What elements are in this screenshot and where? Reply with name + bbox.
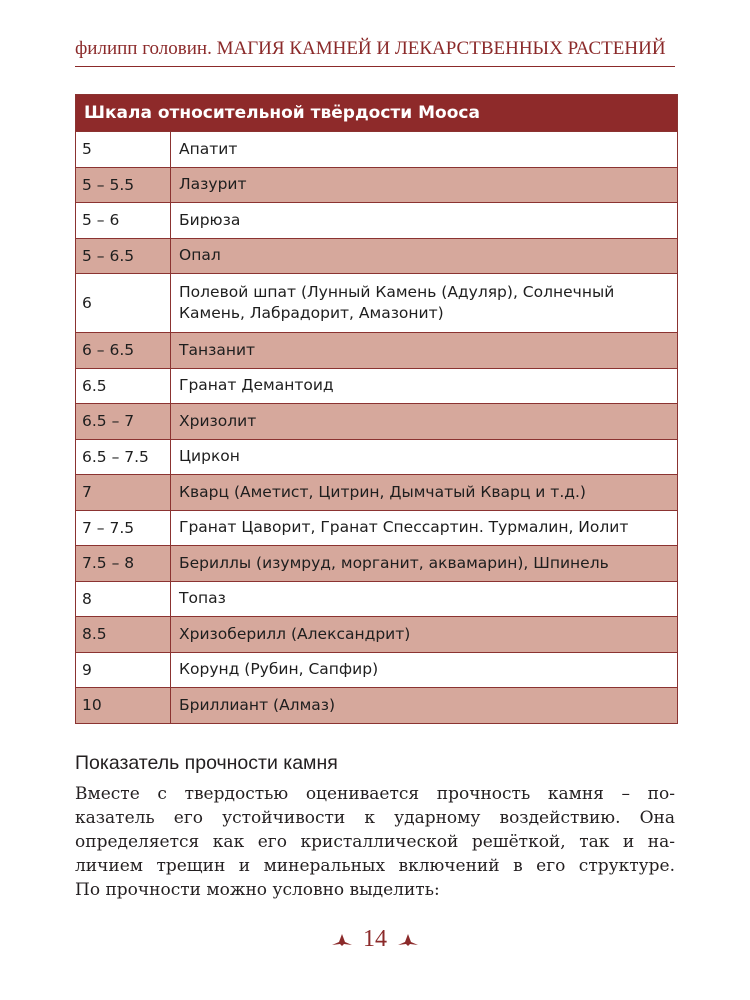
table-row <box>76 545 677 581</box>
mineral-cell: Хризолит <box>179 411 257 430</box>
table-row <box>76 131 677 167</box>
mineral-cell: Полевой шпат (Лунный Камень (Адуляр), Солнечный Камень, Лабрадорит, Амазонит) <box>179 283 615 322</box>
table-row <box>76 332 677 368</box>
mineral-cell: Бриллиант (Алмаз) <box>179 695 336 714</box>
table-row <box>76 202 677 238</box>
table-row <box>76 273 677 332</box>
hardness-cell: 6.5 – 7.5 <box>76 440 171 475</box>
fleuron-ornament-left-icon <box>331 933 353 947</box>
mineral-cell: Бериллы (изумруд, морганит, аквамарин), Шпинель <box>179 553 609 572</box>
section-heading: Показатель прочности камня <box>75 752 338 774</box>
page-number: 14 <box>363 926 387 952</box>
hardness-cell: 7 – 7.5 <box>76 511 171 546</box>
mineral-cell: Лазурит <box>179 175 247 194</box>
hardness-cell: 5 – 5.5 <box>76 168 171 203</box>
hardness-cell: 6 <box>76 274 171 332</box>
mineral-cell: Хризоберилл (Александрит) <box>179 624 411 643</box>
table-body <box>76 131 677 723</box>
hardness-cell: 8 <box>76 582 171 617</box>
mineral-cell: Циркон <box>179 447 240 466</box>
hardness-cell: 9 <box>76 653 171 688</box>
table-title: Шкала относительной твёрдости Мооса <box>76 95 677 131</box>
paragraph-line: казатель его устойчивости к ударному воздействию. Она <box>75 808 675 828</box>
paragraph-line: личием трещин и минеральных включений в его структуре. <box>75 856 675 876</box>
hardness-cell: 10 <box>76 688 171 723</box>
hardness-cell: 5 <box>76 132 171 167</box>
mineral-cell: Опал <box>179 246 221 265</box>
hardness-cell: 8.5 <box>76 617 171 652</box>
page-footer <box>0 926 750 953</box>
paragraph-line: определяется как его кристаллической решёткой, так и на- <box>75 832 675 852</box>
table-row <box>76 474 677 510</box>
table-row <box>76 687 677 723</box>
table-row <box>76 167 677 203</box>
mineral-cell: Гранат Цаворит, Гранат Спессартин. Турмалин, Иолит <box>179 518 629 537</box>
hardness-cell: 7.5 – 8 <box>76 546 171 581</box>
fleuron-ornament-right-icon <box>397 933 419 947</box>
mineral-cell: Корунд (Рубин, Сапфир) <box>179 660 379 679</box>
paragraph-line: По прочности можно условно выделить: <box>75 880 440 900</box>
hardness-cell: 5 – 6.5 <box>76 239 171 274</box>
table-row <box>76 581 677 617</box>
hardness-cell: 6 – 6.5 <box>76 333 171 368</box>
table-row <box>76 510 677 546</box>
mineral-cell: Танзанит <box>179 340 256 359</box>
body-paragraph <box>75 782 675 902</box>
mineral-cell: Апатит <box>179 139 238 158</box>
table-row <box>76 403 677 439</box>
table-row <box>76 652 677 688</box>
table-row <box>76 616 677 652</box>
mohs-hardness-table <box>75 94 678 724</box>
hardness-cell: 6.5 <box>76 369 171 404</box>
table-row <box>76 368 677 404</box>
hardness-cell: 6.5 – 7 <box>76 404 171 439</box>
mineral-cell: Гранат Демантоид <box>179 376 334 395</box>
table-row <box>76 238 677 274</box>
mineral-cell: Бирюза <box>179 210 241 229</box>
running-head: филипп головин. МАГИЯ КАМНЕЙ И ЛЕКАРСТВЕННЫХ РАСТЕНИЙ <box>75 38 675 67</box>
hardness-cell: 5 – 6 <box>76 203 171 238</box>
table-row <box>76 439 677 475</box>
mineral-cell: Кварц (Аметист, Цитрин, Дымчатый Кварц и т.д.) <box>179 482 586 501</box>
mineral-cell: Топаз <box>179 589 226 608</box>
paragraph-line: Вместе с твердостью оценивается прочность камня – по- <box>75 784 675 804</box>
hardness-cell: 7 <box>76 475 171 510</box>
